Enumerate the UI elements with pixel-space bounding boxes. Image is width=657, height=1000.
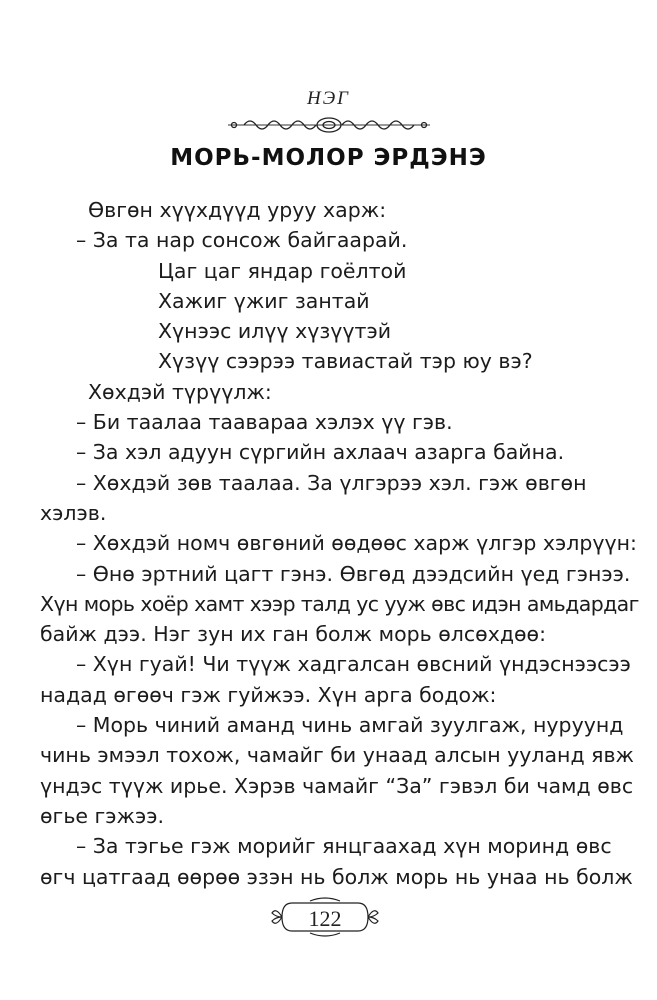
text-line: хэлэв. — [40, 500, 107, 525]
text-line: – Хүн гуай! Чи түүж хадгалсан өвсний үндэснээсээ — [76, 652, 631, 677]
text-line: байж дээ. Нэг зун их ган болж морь өлсөхдөө: — [40, 622, 546, 647]
text-line: надад өгөөч гэж гуйжээ. Хүн арга бодож: — [40, 682, 497, 707]
page-number: 122 — [308, 906, 342, 931]
text-line: – За хэл адуун сүргийн ахлаач азарга байна. — [76, 440, 565, 465]
text-line: – Хөхдэй номч өвгөний өөдөөс харж үлгэр хэлрүүн: — [76, 531, 637, 556]
text-line: чинь эмээл тохож, чамайг би унаад алсын ууланд явж — [40, 743, 635, 768]
chapter-title: МОРЬ-МОЛОР ЭРДЭНЭ — [170, 145, 487, 171]
verse-line: Хүнээс илүү хүзүүтэй — [158, 319, 392, 344]
text-line: Хүн морь хоёр хамт хээр талд ус ууж өвс идэн амьдардаг — [40, 591, 639, 616]
text-line: Өвгөн хүүхдүүд уруу харж: — [88, 198, 387, 222]
text-line: – Би таалаа таавараа хэлэх үү гэв. — [76, 410, 453, 435]
text-line: – Хөхдэй зөв таалаа. За үлгэрээ хэл. гэж өвгөн — [76, 470, 587, 495]
text-line: – Морь чиний аманд чинь амгай зуулгаж, нуруунд — [76, 713, 624, 738]
verse-line: Хажиг үжиг зантай — [158, 288, 370, 313]
ornament-divider-icon — [224, 113, 434, 137]
text-line: өгч цатгаад өөрөө эзэн нь болж морь нь унаа нь болж — [40, 864, 633, 889]
text-line: – За та нар сонсож байгаарай. — [76, 228, 408, 253]
text-line: – Өнө эртний цагт гэнэ. Өвгөд дээдсийн үед гэнээ. — [76, 561, 631, 586]
text-line: өгье гэжээ. — [40, 803, 165, 828]
verse-line: Хүзүү сээрээ тавиастай тэр юу вэ? — [158, 349, 533, 374]
text-line: Хөхдэй түрүүлж: — [88, 379, 272, 404]
body-text — [40, 195, 639, 892]
text-line: – За тэгье гэж морийг янцгаахад хүн моринд өвс — [76, 834, 612, 859]
chapter-number: НЭГ — [307, 88, 350, 109]
text-line: үндэс түүж ирье. Хэрэв чамайг “За” гэвэл би чамд өвс — [40, 773, 634, 798]
verse-line: Цаг цаг яндар гоёлтой — [158, 258, 407, 283]
